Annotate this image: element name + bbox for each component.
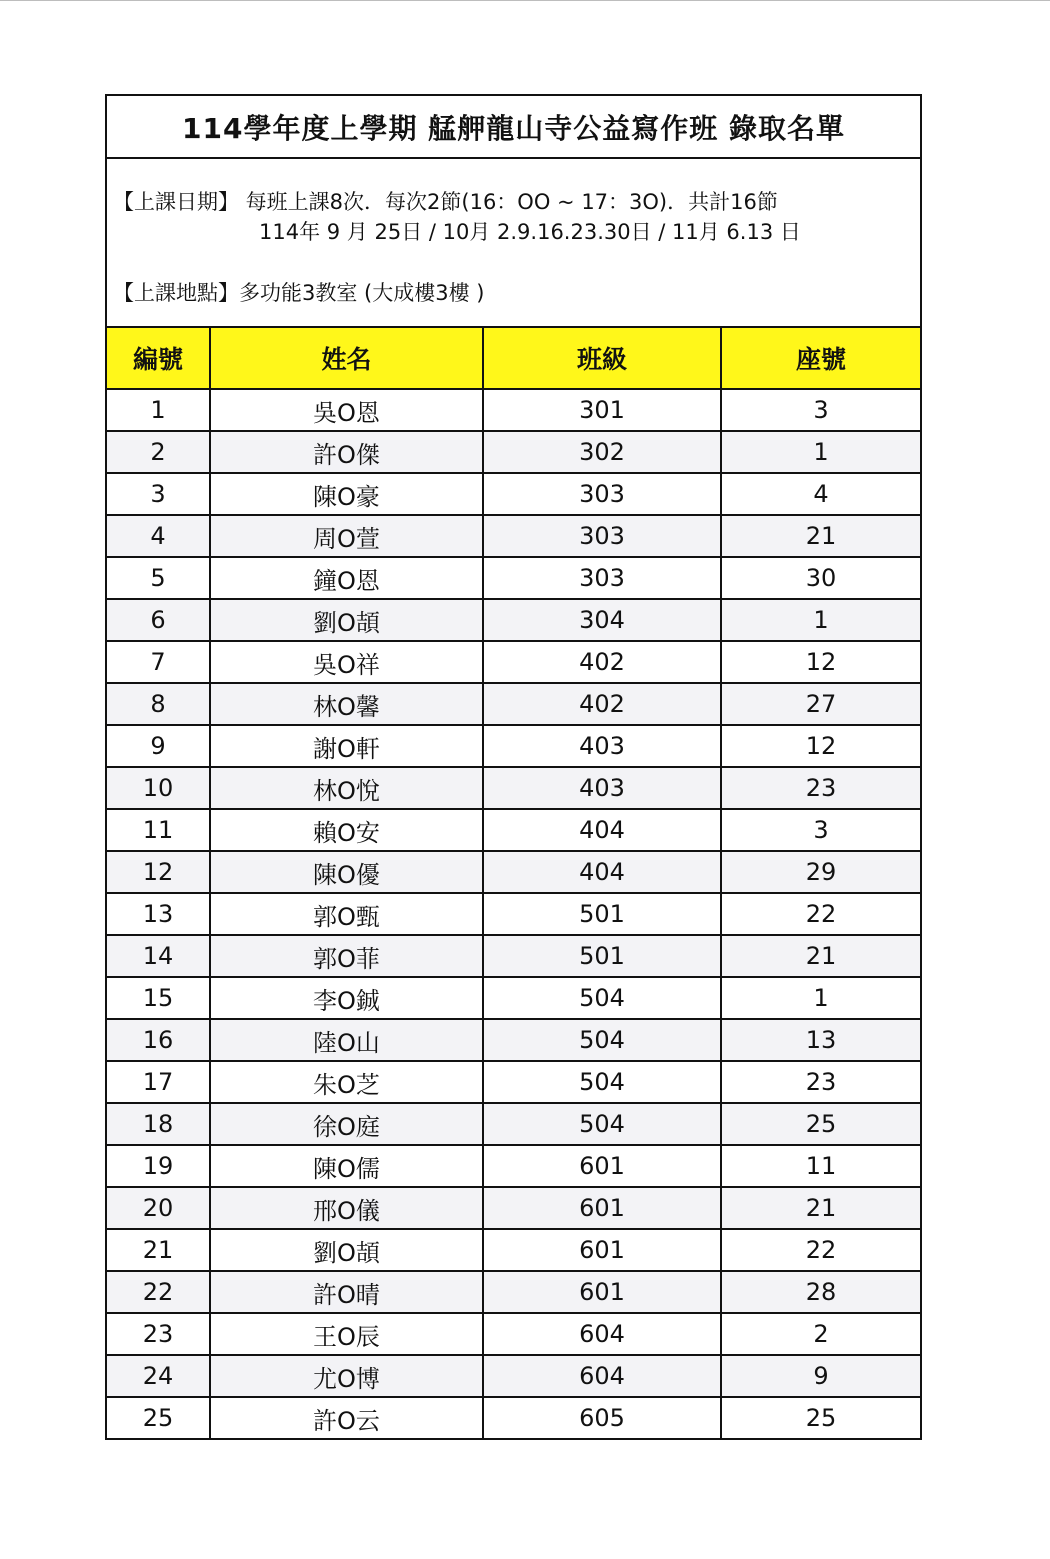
- table-row: [107, 1229, 920, 1271]
- cell-name: 周O萱: [210, 515, 483, 557]
- table-row: [107, 851, 920, 893]
- cell-seat: 21: [721, 1187, 920, 1229]
- cell-class: 504: [483, 1019, 721, 1061]
- cell-name: 鐘O恩: [210, 557, 483, 599]
- table-row: [107, 431, 920, 473]
- cell-class: 604: [483, 1355, 721, 1397]
- cell-name: 郭O菲: [210, 935, 483, 977]
- cell-class: 604: [483, 1313, 721, 1355]
- cell-name: 郭O甄: [210, 893, 483, 935]
- table-row: [107, 1271, 920, 1313]
- cell-seat: 22: [721, 1229, 920, 1271]
- cell-name: 陸O山: [210, 1019, 483, 1061]
- cell-number: 19: [107, 1145, 210, 1187]
- cell-name: 徐O庭: [210, 1103, 483, 1145]
- cell-seat: 23: [721, 767, 920, 809]
- table-row: [107, 767, 920, 809]
- top-divider: [0, 0, 1050, 1]
- cell-class: 404: [483, 809, 721, 851]
- cell-number: 25: [107, 1397, 210, 1438]
- cell-class: 403: [483, 767, 721, 809]
- cell-name: 林O悅: [210, 767, 483, 809]
- cell-class: 403: [483, 725, 721, 767]
- cell-class: 601: [483, 1187, 721, 1229]
- cell-class: 504: [483, 1103, 721, 1145]
- cell-name: 李O鋮: [210, 977, 483, 1019]
- cell-number: 1: [107, 389, 210, 431]
- cell-number: 14: [107, 935, 210, 977]
- cell-seat: 23: [721, 1061, 920, 1103]
- table-row: [107, 1355, 920, 1397]
- table-row: [107, 1061, 920, 1103]
- table-row: [107, 977, 920, 1019]
- class-dates-detail: 114年 9 月 25日 / 10月 2.9.16.23.30日 / 11月 6.13 日: [259, 220, 801, 244]
- cell-number: 21: [107, 1229, 210, 1271]
- cell-name: 吳O祥: [210, 641, 483, 683]
- cell-seat: 21: [721, 935, 920, 977]
- table-row: [107, 1313, 920, 1355]
- table-row: [107, 1145, 920, 1187]
- admission-list-document: [105, 94, 922, 1440]
- cell-class: 301: [483, 389, 721, 431]
- cell-seat: 4: [721, 473, 920, 515]
- cell-name: 林O馨: [210, 683, 483, 725]
- table-row: [107, 1397, 920, 1438]
- table-row: [107, 1103, 920, 1145]
- cell-class: 501: [483, 935, 721, 977]
- cell-number: 13: [107, 893, 210, 935]
- cell-name: 吳O恩: [210, 389, 483, 431]
- cell-seat: 3: [721, 809, 920, 851]
- cell-name: 劉O頡: [210, 599, 483, 641]
- cell-number: 15: [107, 977, 210, 1019]
- cell-seat: 9: [721, 1355, 920, 1397]
- cell-class: 302: [483, 431, 721, 473]
- cell-seat: 2: [721, 1313, 920, 1355]
- cell-class: 504: [483, 977, 721, 1019]
- cell-class: 303: [483, 557, 721, 599]
- cell-name: 許O傑: [210, 431, 483, 473]
- table-row: [107, 893, 920, 935]
- header-number: 編號: [107, 328, 210, 389]
- cell-number: 9: [107, 725, 210, 767]
- cell-name: 賴O安: [210, 809, 483, 851]
- cell-name: 王O辰: [210, 1313, 483, 1355]
- cell-name: 謝O軒: [210, 725, 483, 767]
- table-row: [107, 389, 920, 431]
- cell-seat: 29: [721, 851, 920, 893]
- cell-number: 22: [107, 1271, 210, 1313]
- cell-number: 24: [107, 1355, 210, 1397]
- cell-number: 12: [107, 851, 210, 893]
- class-info-section: [107, 159, 920, 328]
- cell-class: 601: [483, 1145, 721, 1187]
- table-row: [107, 1019, 920, 1061]
- cell-name: 劉O頡: [210, 1229, 483, 1271]
- table-header-row: [107, 328, 920, 389]
- table-row: [107, 473, 920, 515]
- cell-seat: 13: [721, 1019, 920, 1061]
- cell-class: 605: [483, 1397, 721, 1438]
- class-dates-line: 【上課日期】 每班上課8次．每次2節(16：OO ~ 17：3O)．共計16節: [113, 190, 778, 214]
- cell-name: 陳O豪: [210, 473, 483, 515]
- table-row: [107, 515, 920, 557]
- cell-class: 402: [483, 683, 721, 725]
- header-name: 姓名: [210, 328, 483, 389]
- cell-class: 501: [483, 893, 721, 935]
- cell-class: 402: [483, 641, 721, 683]
- cell-seat: 25: [721, 1103, 920, 1145]
- cell-number: 17: [107, 1061, 210, 1103]
- cell-number: 10: [107, 767, 210, 809]
- cell-seat: 30: [721, 557, 920, 599]
- cell-name: 朱O芝: [210, 1061, 483, 1103]
- cell-number: 3: [107, 473, 210, 515]
- cell-number: 5: [107, 557, 210, 599]
- header-seat: 座號: [721, 328, 920, 389]
- document-title: 114學年度上學期 艋舺龍山寺公益寫作班 錄取名單: [107, 96, 920, 159]
- table-row: [107, 935, 920, 977]
- cell-class: 304: [483, 599, 721, 641]
- cell-seat: 25: [721, 1397, 920, 1438]
- header-class: 班級: [483, 328, 721, 389]
- cell-seat: 11: [721, 1145, 920, 1187]
- cell-number: 4: [107, 515, 210, 557]
- cell-name: 許O晴: [210, 1271, 483, 1313]
- cell-seat: 27: [721, 683, 920, 725]
- cell-seat: 1: [721, 977, 920, 1019]
- cell-seat: 28: [721, 1271, 920, 1313]
- cell-class: 303: [483, 473, 721, 515]
- table-row: [107, 1187, 920, 1229]
- table-row: [107, 641, 920, 683]
- cell-number: 2: [107, 431, 210, 473]
- cell-number: 7: [107, 641, 210, 683]
- cell-number: 6: [107, 599, 210, 641]
- cell-number: 11: [107, 809, 210, 851]
- cell-number: 16: [107, 1019, 210, 1061]
- cell-name: 尤O博: [210, 1355, 483, 1397]
- cell-seat: 3: [721, 389, 920, 431]
- cell-class: 303: [483, 515, 721, 557]
- cell-seat: 1: [721, 431, 920, 473]
- cell-class: 404: [483, 851, 721, 893]
- cell-class: 504: [483, 1061, 721, 1103]
- cell-seat: 22: [721, 893, 920, 935]
- cell-number: 18: [107, 1103, 210, 1145]
- class-location-line: 【上課地點】多功能3教室 (大成樓3樓 ): [113, 281, 485, 305]
- cell-number: 8: [107, 683, 210, 725]
- cell-name: 許O云: [210, 1397, 483, 1438]
- cell-class: 601: [483, 1271, 721, 1313]
- table-row: [107, 809, 920, 851]
- cell-name: 陳O儒: [210, 1145, 483, 1187]
- cell-name: 陳O優: [210, 851, 483, 893]
- table-row: [107, 683, 920, 725]
- cell-class: 601: [483, 1229, 721, 1271]
- table-row: [107, 599, 920, 641]
- cell-seat: 21: [721, 515, 920, 557]
- cell-number: 23: [107, 1313, 210, 1355]
- cell-name: 邢O儀: [210, 1187, 483, 1229]
- table-row: [107, 725, 920, 767]
- cell-seat: 12: [721, 641, 920, 683]
- admission-table: [107, 328, 920, 1438]
- table-row: [107, 557, 920, 599]
- cell-seat: 12: [721, 725, 920, 767]
- cell-seat: 1: [721, 599, 920, 641]
- cell-number: 20: [107, 1187, 210, 1229]
